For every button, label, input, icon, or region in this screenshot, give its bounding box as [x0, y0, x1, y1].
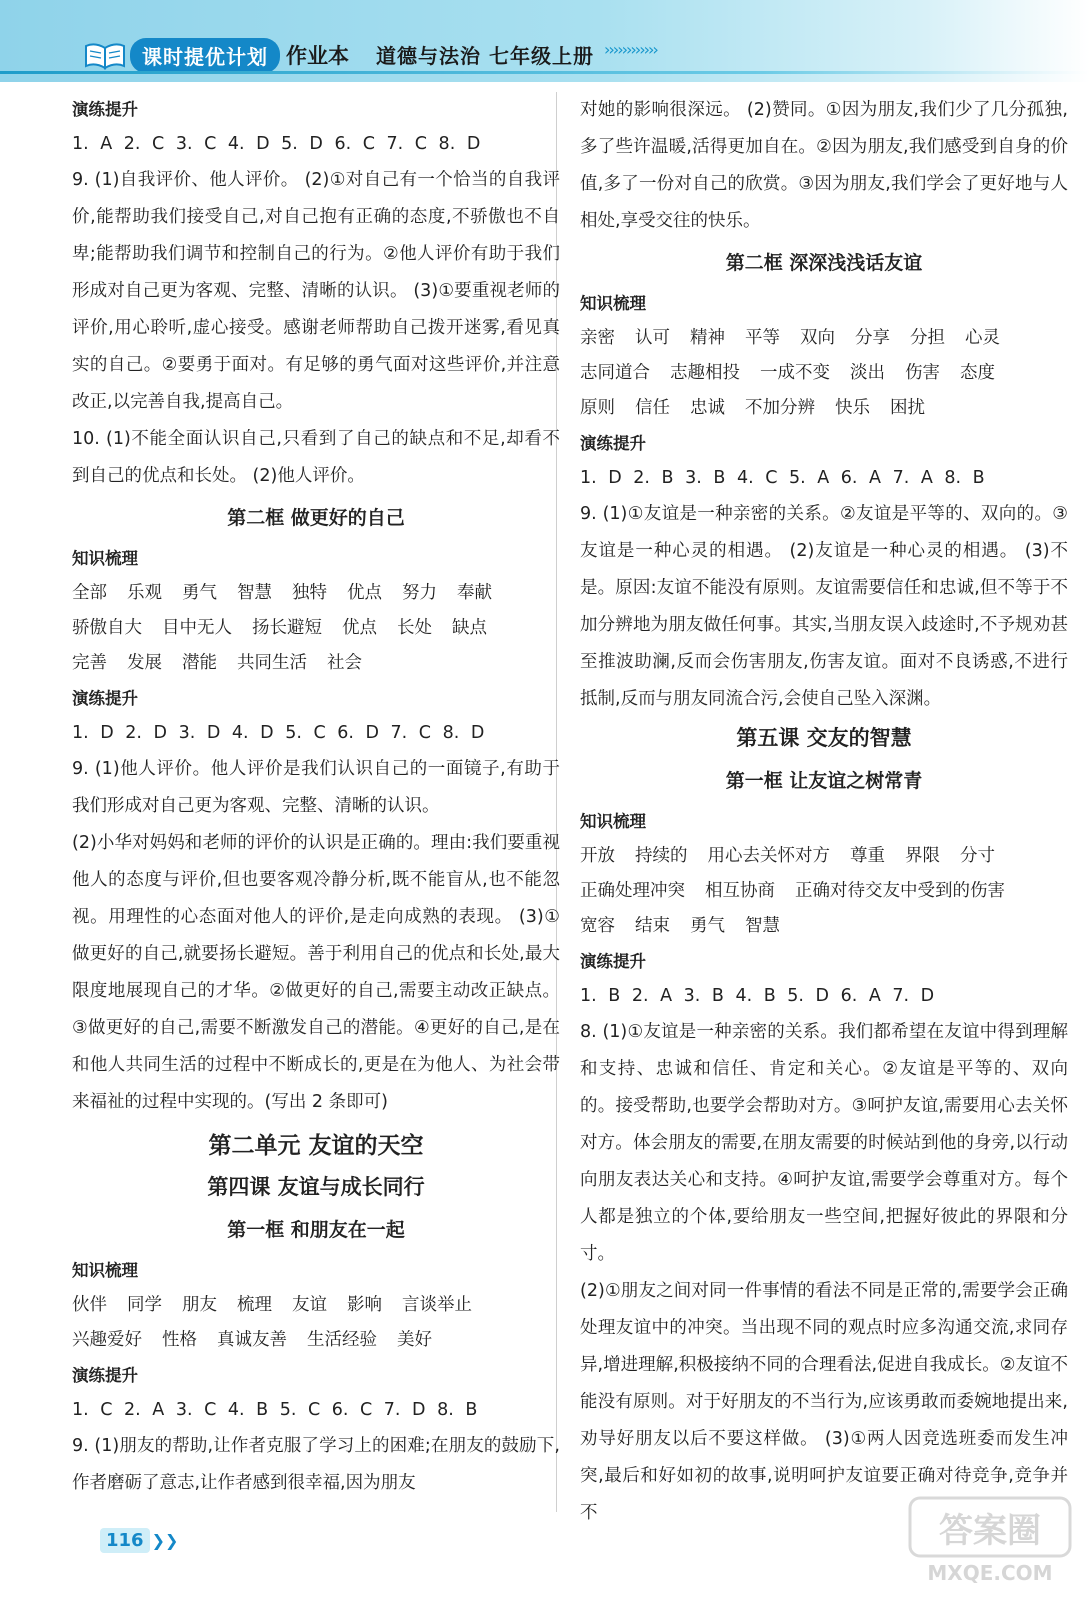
keyword: 态度 [960, 363, 995, 383]
keyword: 亲密 [580, 328, 615, 348]
keyword: 智慧 [237, 583, 272, 603]
right-column [580, 92, 1068, 1532]
keyword: 原则 [580, 398, 615, 418]
answer-q9: 9. (1)①友谊是一种亲密的关系。②友谊是平等的、双向的。③友谊是一种心灵的相遇。 (2)友谊是一种心灵的相遇。 (3)不是。原因:友谊不能没有原则。友谊需要信任和忠诚,但不等于不加分辨地为朋友做任何事。其实,当朋友误入歧途时,不予规劝甚至推波助澜,反而会伤害朋友,伤害友谊。面对不良诱惑,不进行抵制,反而与朋友同流合污,会使自己坠入深渊。 [580, 504, 1068, 709]
keyword: 分享 [855, 328, 890, 348]
answer-q8-part1: 8. (1)①友谊是一种亲密的关系。我们都希望在友谊中得到理解和支持、忠诚和信任、肯定和关心。②友谊是平等的、双向的。接受帮助,也要学会帮助对方。③呵护友谊,需要用心去关怀对方。体会朋友的需要,在朋友需要的时候站到他的身旁,以行动向朋友表达关心和支持。④呵护友谊,需要学会尊重对方。每个人都是独立的个体,要给朋友一些空间,把握好彼此的界限和分寸。 [580, 1022, 1068, 1264]
keyword: 伙伴 [72, 1295, 107, 1315]
keyword: 奉献 [457, 583, 492, 603]
keyword: 缺点 [452, 618, 487, 638]
answer-q9: 9. (1)朋友的帮助,让作者克服了学习上的困难;在朋友的鼓励下,作者磨砺了意志,让作者感到很幸福,因为朋友 [72, 1436, 560, 1493]
keyword: 优点 [347, 583, 382, 603]
keyword-block [72, 576, 560, 681]
watermark-logo [900, 1490, 1080, 1590]
keyword: 共同生活 [237, 653, 307, 673]
answer-q9-part1: 9. (1)他人评价。他人评价是我们认识自己的一面镜子,有助于我们形成对自己更为客观、完整、清晰的认识。 [72, 759, 560, 816]
keyword-row [72, 576, 560, 611]
keyword: 努力 [402, 583, 437, 603]
keyword: 优点 [342, 618, 377, 638]
book-type: 作业本 [286, 44, 349, 68]
keyword-row [580, 391, 1068, 426]
keyword: 长处 [397, 618, 432, 638]
keyword-row [580, 909, 1068, 944]
lesson-title: 第四课 友谊与成长同行 [207, 1175, 425, 1199]
logo-text: 课时提优计划 [130, 38, 280, 73]
left-column [72, 92, 560, 1502]
section-label: 演练提升 [72, 1366, 138, 1385]
keyword: 勇气 [690, 916, 725, 936]
keyword: 志同道合 [580, 363, 650, 383]
unit-title: 第二单元 友谊的天空 [208, 1133, 424, 1159]
keyword: 友谊 [292, 1295, 327, 1315]
chevron-decoration-icon: ›››››››››››› [604, 40, 657, 59]
section-label: 知识梳理 [72, 1261, 138, 1280]
keyword: 完善 [72, 653, 107, 673]
keyword-row [580, 839, 1068, 874]
keyword: 心灵 [965, 328, 1000, 348]
keyword: 尊重 [850, 846, 885, 866]
subject-grade: 道德与法治 七年级上册 [376, 44, 594, 68]
keyword-row [580, 874, 1068, 909]
keyword: 生活经验 [307, 1330, 377, 1350]
choice-answers: 1. C 2. A 3. C 4. B 5. C 6. C 7. D 8. B [72, 1400, 478, 1420]
choice-answers: 1. B 2. A 3. B 4. B 5. D 6. A 7. D [580, 986, 935, 1006]
frame-title: 第二框 深深浅浅话友谊 [725, 252, 923, 274]
keyword-row [72, 1288, 560, 1323]
keyword-row [72, 611, 560, 646]
keyword: 伤害 [905, 363, 940, 383]
keyword: 性格 [162, 1330, 197, 1350]
keyword-row [580, 321, 1068, 356]
keyword-block [580, 839, 1068, 944]
series-logo [84, 38, 280, 72]
keyword: 正确对待交友中受到的伤害 [795, 881, 1005, 901]
keyword: 扬长避短 [252, 618, 322, 638]
frame-title: 第一框 让友谊之树常青 [725, 770, 923, 792]
keyword: 不加分辨 [745, 398, 815, 418]
choice-answers: 1. A 2. C 3. C 4. D 5. D 6. C 7. C 8. D [72, 134, 481, 154]
keyword-row [72, 1323, 560, 1358]
frame-title: 第二框 做更好的自己 [227, 507, 405, 529]
keyword: 分寸 [960, 846, 995, 866]
keyword: 界限 [905, 846, 940, 866]
keyword: 相互协商 [705, 881, 775, 901]
keyword: 淡出 [850, 363, 885, 383]
keyword: 社会 [327, 653, 362, 673]
keyword-row [580, 356, 1068, 391]
header-banner [0, 0, 1090, 82]
keyword: 真诚友善 [217, 1330, 287, 1350]
page-number [100, 1528, 178, 1553]
keyword-block [72, 1288, 560, 1358]
keyword: 独特 [292, 583, 327, 603]
section-label: 知识梳理 [580, 812, 646, 831]
keyword-block [580, 321, 1068, 426]
keyword: 开放 [580, 846, 615, 866]
keyword: 言谈举止 [402, 1295, 472, 1315]
keyword: 正确处理冲突 [580, 881, 685, 901]
svg-text:MXQE.COM: MXQE.COM [927, 1561, 1053, 1585]
section-label: 演练提升 [580, 952, 646, 971]
section-label: 知识梳理 [72, 549, 138, 568]
keyword: 目中无人 [162, 618, 232, 638]
answer-q10: 10. (1)不能全面认识自己,只看到了自己的缺点和不足,却看不到自己的优点和长处。 (2)他人评价。 [72, 429, 560, 486]
frame-title: 第一框 和朋友在一起 [227, 1219, 405, 1241]
keyword: 志趣相投 [670, 363, 740, 383]
choice-answers: 1. D 2. B 3. B 4. C 5. A 6. A 7. A 8. B [580, 468, 985, 488]
banner-underline [0, 71, 1090, 74]
keyword: 一成不变 [760, 363, 830, 383]
lesson-title: 第五课 交友的智慧 [736, 726, 912, 750]
keyword: 影响 [347, 1295, 382, 1315]
answer-q9: 9. (1)自我评价、他人评价。 (2)①对自己有一个恰当的自我评价,能帮助我们接受自己,对自己抱有正确的态度,不骄傲也不自卑;能帮助我们调节和控制自己的行为。②他人评价有助于我们形成对自己更为客观、完整、清晰的认识。 (3)①要重视老师的评价,用心聆听,虚心接受。感谢老师帮助自己拨开迷雾,看见真实的自己。②要勇于面对。有足够的勇气面对这些评价,并注意改正,以完善自我,提高自己。 [72, 170, 560, 412]
keyword: 智慧 [745, 916, 780, 936]
chevron-right-icon: ❯❯ [151, 1531, 179, 1550]
keyword: 潜能 [182, 653, 217, 673]
answer-q9-part2: (2)小华对妈妈和老师的评价的认识是正确的。理由:我们要重视他人的态度与评价,但也要客观冷静分析,既不能盲从,也不能忽视。用理性的心态面对他人的评价,是走向成熟的表现。 (3)①做更好的自己,就要扬长避短。善于利用自己的优点和长处,最大限度地展现自己的才华。②做更好的自己,需要主动改正缺点。③做更好的自己,需要不断激发自己的潜能。④更好的自己,是在和他人共同生活的过程中不断成长的,更是在为他人、为社会带来福祉的过程中实现的。(写出 2 条即可) [72, 833, 560, 1112]
keyword: 发展 [127, 653, 162, 673]
svg-text:答案圈: 答案圈 [939, 1511, 1041, 1551]
keyword: 快乐 [835, 398, 870, 418]
choice-answers: 1. D 2. D 3. D 4. D 5. C 6. D 7. C 8. D [72, 723, 485, 743]
keyword: 双向 [800, 328, 835, 348]
keyword: 朋友 [182, 1295, 217, 1315]
keyword: 困扰 [890, 398, 925, 418]
keyword: 梳理 [237, 1295, 272, 1315]
keyword: 乐观 [127, 583, 162, 603]
keyword: 用心去关怀对方 [707, 846, 830, 866]
keyword: 美好 [397, 1330, 432, 1350]
keyword: 分担 [910, 328, 945, 348]
keyword: 勇气 [182, 583, 217, 603]
section-label: 演练提升 [580, 434, 646, 453]
keyword: 结束 [635, 916, 670, 936]
keyword: 持续的 [635, 846, 688, 866]
keyword: 认可 [635, 328, 670, 348]
keyword: 忠诚 [690, 398, 725, 418]
keyword: 全部 [72, 583, 107, 603]
keyword: 同学 [127, 1295, 162, 1315]
page-number-text: 116 [100, 1528, 150, 1553]
keyword: 兴趣爱好 [72, 1330, 142, 1350]
section-label: 演练提升 [72, 689, 138, 708]
keyword: 宽容 [580, 916, 615, 936]
book-icon [84, 40, 126, 70]
keyword: 平等 [745, 328, 780, 348]
answer-continuation: 对她的影响很深远。 (2)赞同。①因为朋友,我们少了几分孤独,多了些许温暖,活得更加自在。②因为朋友,我们感受到自身的价值,多了一份对自己的欣赏。③因为朋友,我们学会了更好地与人相处,享受交往的快乐。 [580, 100, 1068, 231]
answer-q8-part2: (2)①朋友之间对同一件事情的看法不同是正常的,需要学会正确处理友谊中的冲突。当出现不同的观点时应多沟通交流,求同存异,增进理解,积极接纳不同的合理看法,促进自我成长。②友谊不能没有原则。对于好朋友的不当行为,应该勇敢而委婉地提出来,劝导好朋友以后不要这样做。 (3)①两人因竞选班委而发生冲突,最后和好如初的故事,说明呵护友谊要正确对待竞争,竞争并不 [580, 1281, 1068, 1523]
section-label: 知识梳理 [580, 294, 646, 313]
keyword: 骄傲自大 [72, 618, 142, 638]
keyword-row [72, 646, 560, 681]
section-label: 演练提升 [72, 100, 138, 119]
keyword: 精神 [690, 328, 725, 348]
keyword: 信任 [635, 398, 670, 418]
